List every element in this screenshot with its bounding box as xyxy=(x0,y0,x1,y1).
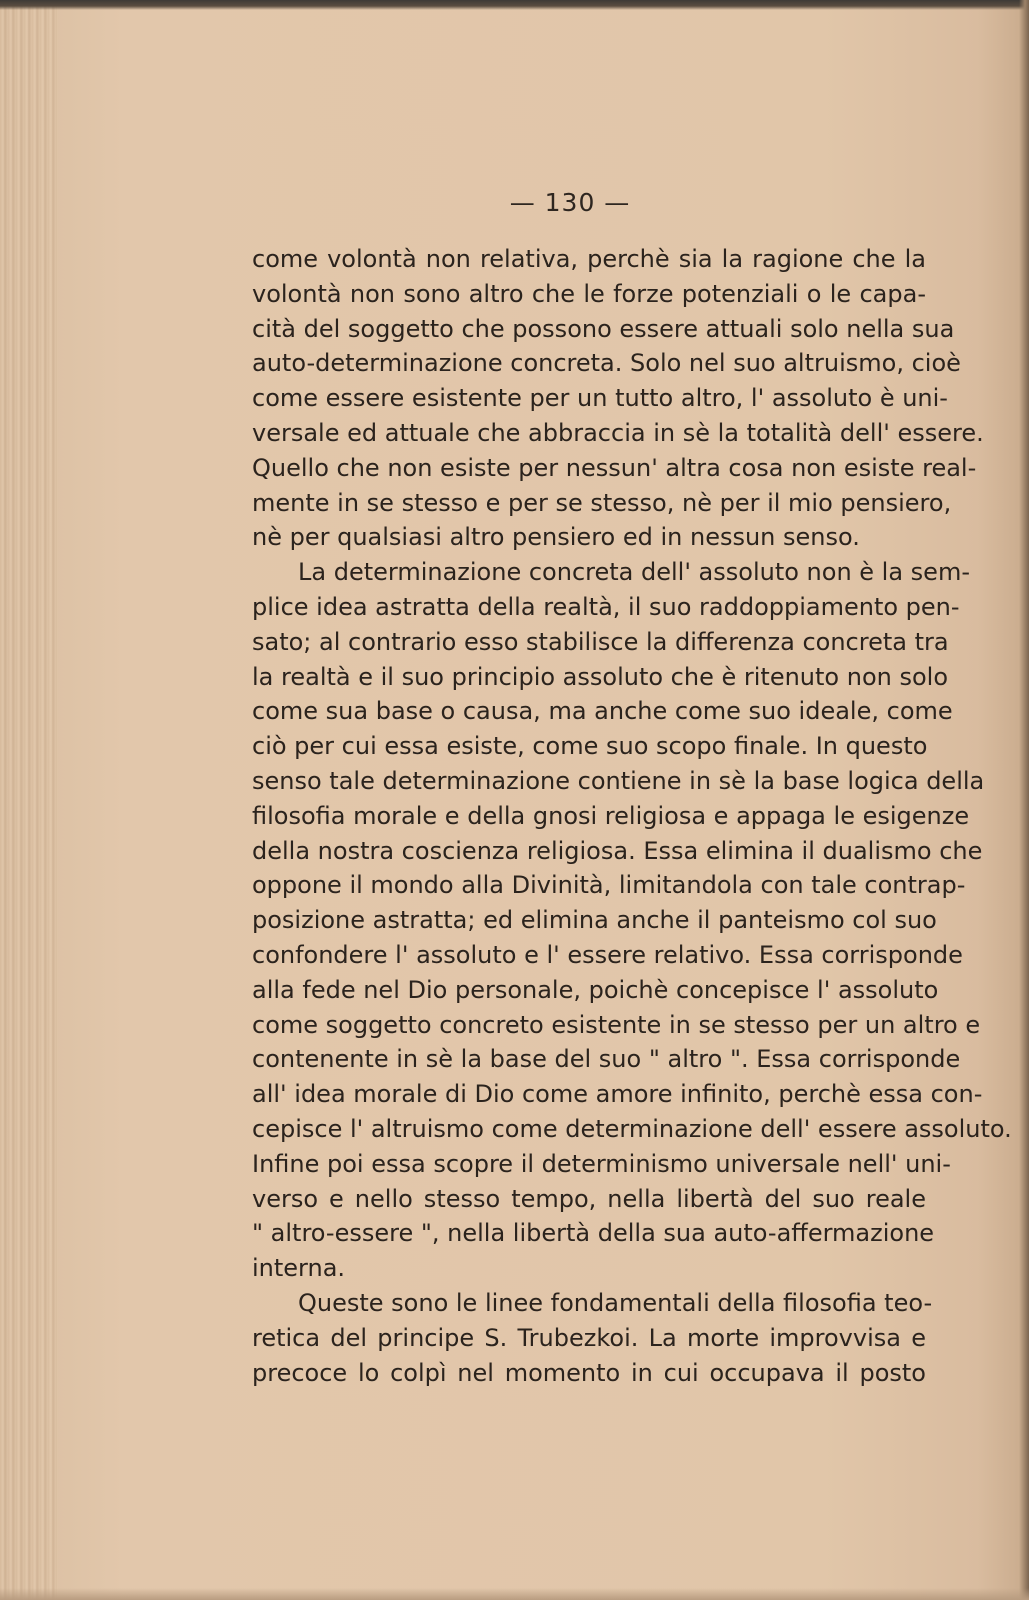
text-line: oppone il mondo alla Divinità, limitandola con tale contrap- xyxy=(252,871,966,900)
text-line: contenente in sè la base del suo " altro ". Essa corrisponde xyxy=(252,1045,961,1074)
text-line: come volontà non relativa, perchè sia la ragione che la xyxy=(252,245,926,273)
text-line: Queste sono le linee fondamentali della filosofia teo- xyxy=(298,1288,933,1317)
text-line: posizione astratta; ed elimina anche il panteismo col suo xyxy=(252,906,937,935)
text-line: la realtà e il suo principio assoluto che è ritenuto non solo xyxy=(252,662,948,691)
text-line: Quello che non esiste per nessun' altra cosa non esiste real- xyxy=(252,453,977,482)
text-line: precoce lo colpì nel momento in cui occupava il posto xyxy=(252,1358,926,1387)
text-line: nè per qualsiasi altro pensiero ed in nessun senso. xyxy=(252,523,860,552)
text-line: " altro-essere ", nella libertà della sua auto-affermazione xyxy=(252,1219,935,1248)
text-line: alla fede nel Dio personale, poichè concepisce l' assoluto xyxy=(252,975,939,1004)
text-line: cità del soggetto che possono essere attuali solo nella sua xyxy=(252,314,955,343)
text-line: versale ed attuale che abbraccia in sè la totalità dell' essere. xyxy=(252,418,984,447)
page-edge-right xyxy=(1019,0,1029,1600)
page-edge-left xyxy=(0,0,58,1600)
text-line: senso tale determinazione contiene in sè la base logica della xyxy=(252,766,985,795)
text-line: come soggetto concreto esistente in se stesso per un altro e xyxy=(252,1010,981,1039)
text-line: verso e nello stesso tempo, nella libertà del suo reale xyxy=(252,1184,926,1213)
text-line: plice idea astratta della realtà, il suo raddoppiamento pen- xyxy=(252,592,960,621)
text-line: della nostra coscienza religiosa. Essa elimina il dualismo che xyxy=(252,836,983,865)
text-line: ciò per cui essa esiste, come suo scopo finale. In questo xyxy=(252,732,928,761)
text-line: all' idea morale di Dio come amore infinito, perchè essa con- xyxy=(252,1080,983,1109)
text-line: interna. xyxy=(252,1254,346,1283)
page-number: — 130 — xyxy=(509,188,631,217)
text-line: volontà non sono altro che le forze potenziali o le capa- xyxy=(252,279,926,308)
text-line: auto-determinazione concreta. Solo nel suo altruismo, cioè xyxy=(252,349,961,378)
text-line: come sua base o causa, ma anche come suo ideale, come xyxy=(252,697,953,726)
text-line: come essere esistente per un tutto altro, l' assoluto è uni- xyxy=(252,384,948,413)
text-line: cepisce l' altruismo come determinazione dell' essere assoluto. xyxy=(252,1114,1012,1143)
text-line: confondere l' assoluto e l' essere relativo. Essa corrisponde xyxy=(252,940,963,969)
text-line: sato; al contrario esso stabilisce la differenza concreta tra xyxy=(252,627,949,656)
text-line: retica del principe S. Trubezkoi. La morte improvvisa e xyxy=(252,1323,926,1352)
text-line: filosofia morale e della gnosi religiosa e appaga le esigenze xyxy=(252,801,970,830)
body-text xyxy=(252,242,1012,1390)
text-line: mente in se stesso e per se stesso, nè per il mio pensiero, xyxy=(252,488,952,517)
text-line: Infine poi essa scopre il determinismo universale nell' uni- xyxy=(252,1149,951,1178)
page-edge-bottom xyxy=(0,1588,1029,1600)
page-edge-top xyxy=(0,0,1029,10)
text-line: La determinazione concreta dell' assoluto non è la sem- xyxy=(298,558,970,587)
